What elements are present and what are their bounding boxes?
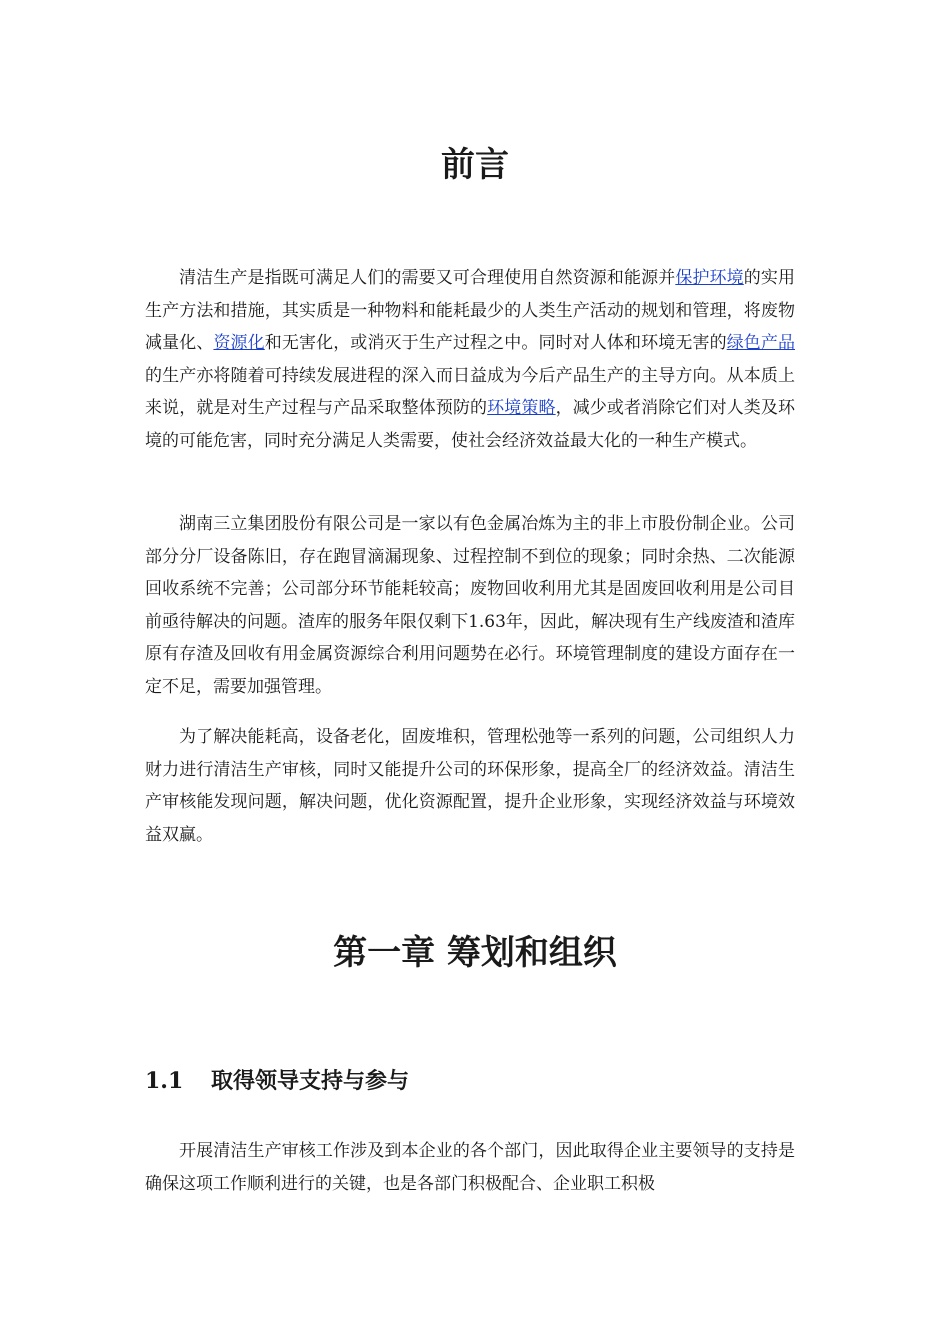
link-resource-utilization[interactable]: 资源化 bbox=[213, 333, 265, 353]
preface-paragraph-2: 湖南三立集团股份有限公司是一家以有色金属冶炼为主的非上市股份制企业。公司部分分厂设备陈旧，存在跑冒滴漏现象、过程控制不到位的现象；同时余热、二次能源回收系统不完善；公司部分环节能耗较高；废物回收利用尤其是固废回收利用是公司目前亟待解决的问题。渣库的服务年限仅剩下1.63年，因此，解决现有生产线废渣和渣库原有存渣及回收有用金属资源综合利用问题势在必行。环境管理制度的建设方面存在一定不足，需要加强管理。 bbox=[145, 514, 795, 697]
section-heading bbox=[145, 1064, 409, 1098]
paragraph-text: 的生产亦将随着可持续发展进程的深入而日益成为今后产品生产的主导方向。从本质上来说，就是对生产过程与产品采取整体预防的 bbox=[145, 365, 795, 418]
paragraph-text: 清洁生产是指既可满足人们的需要又可合理使用自然资源和能源并 bbox=[179, 268, 676, 288]
link-environmental-protection[interactable]: 保护环境 bbox=[675, 268, 744, 288]
link-environmental-strategy[interactable]: 环境策略 bbox=[487, 398, 556, 418]
preface-heading: 前言 bbox=[441, 145, 509, 185]
paragraph-text: 和无害化，或消灭于生产过程之中。同时对人体和环境无害的 bbox=[264, 333, 727, 353]
preface-paragraph-3: 为了解决能耗高，设备老化，固废堆积，管理松弛等一系列的问题，公司组织人力财力进行清洁生产审核，同时又能提升公司的环保形象，提高全厂的经济效益。清洁生产审核能发现问题，解决问题，优化资源配置，提升企业形象，实现经济效益与环境效益双赢。 bbox=[145, 727, 795, 845]
section-title: 取得领导支持与参与 bbox=[211, 1068, 410, 1094]
paragraph-text: 的实用生产方法和措施，其实质是一种物料和能耗最少的人类生产活动的规划和管理，将废物减量化、 bbox=[145, 268, 796, 353]
link-green-products[interactable]: 绿色产品 bbox=[726, 333, 796, 353]
preface-paragraph-1 bbox=[145, 262, 795, 457]
section-paragraph-1: 开展清洁生产审核工作涉及到本企业的各个部门，因此取得企业主要领导的支持是确保这项工作顺利进行的关键，也是各部门积极配合、企业职工积极 bbox=[145, 1141, 795, 1194]
paragraph-text: ，减少或者消除它们对人类及环境的可能危害，同时充分满足人类需要，使社会经济效益最大化的一种生产模式。 bbox=[145, 398, 796, 451]
chapter-heading: 第一章 筹划和组织 bbox=[333, 933, 617, 973]
section-number: 1.1 bbox=[145, 1068, 184, 1094]
